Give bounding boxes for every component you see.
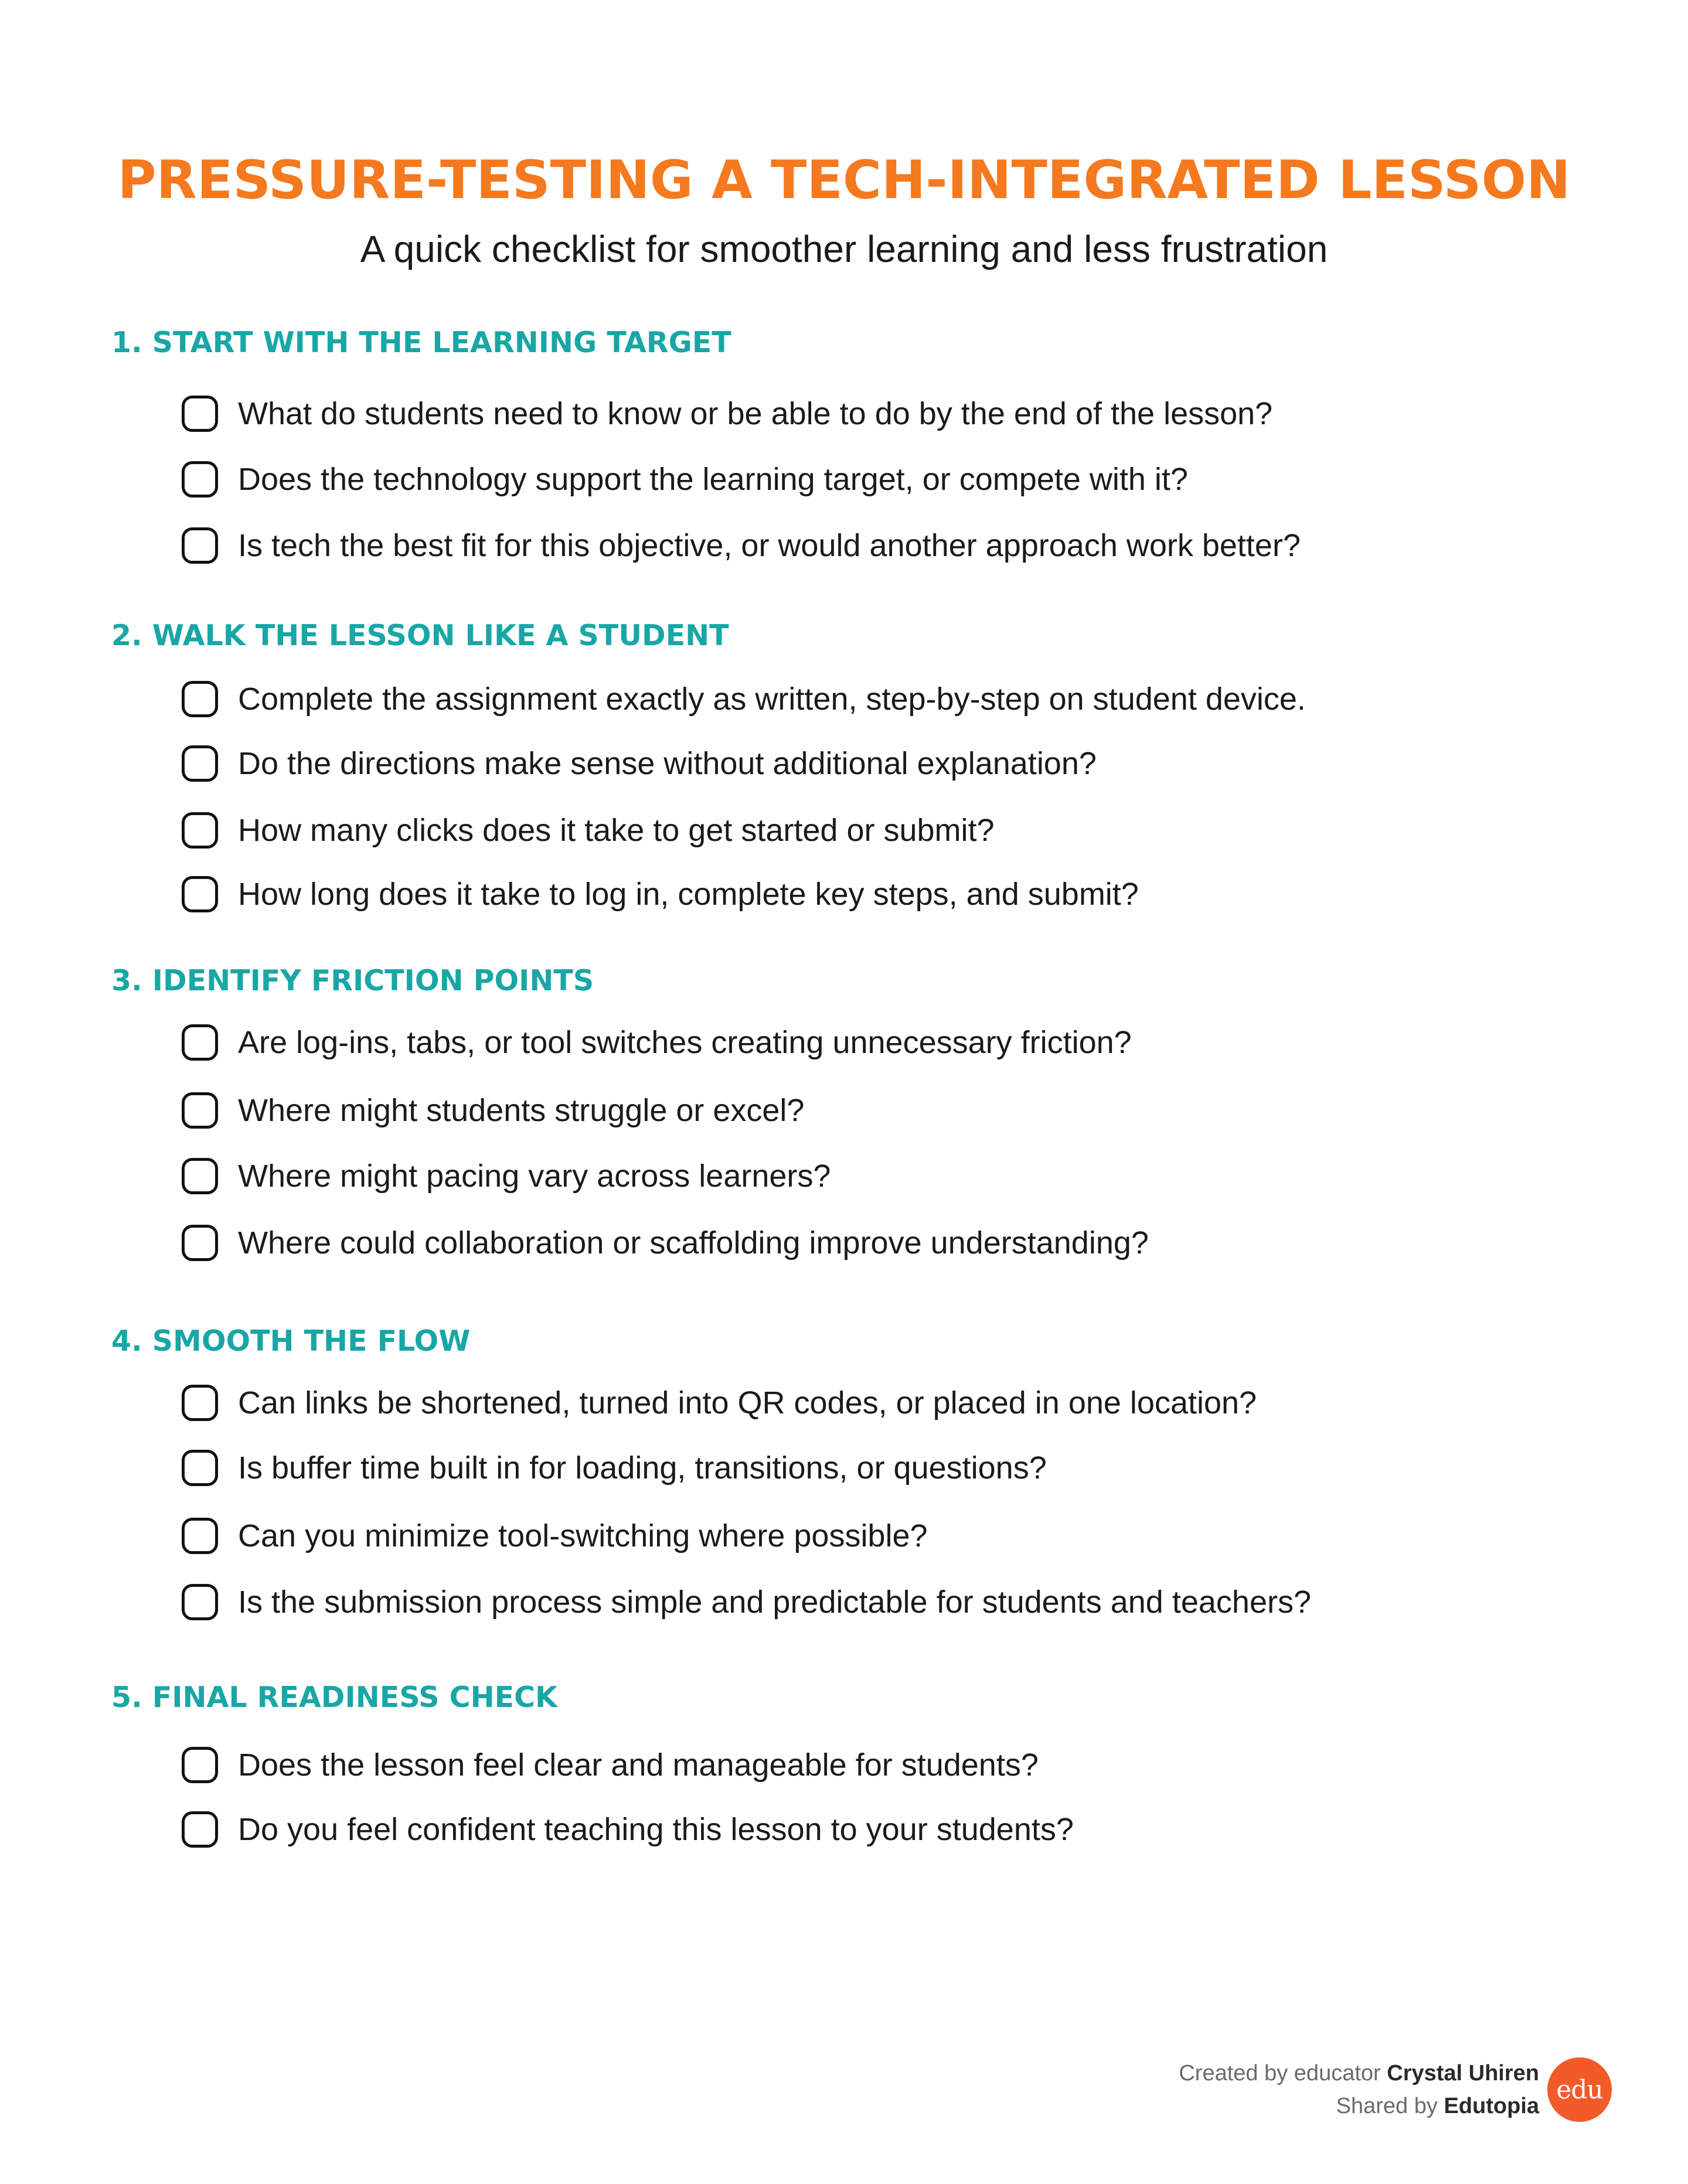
footer-credit — [1179, 2057, 1612, 2122]
logo-text: edu — [1556, 2074, 1603, 2105]
checklist-item[interactable] — [182, 741, 1097, 786]
checklist-item-text: Where could collaboration or scaffolding improve understanding? — [238, 1225, 1149, 1260]
checklist-item-text: Can links be shortened, turned into QR codes, or placed in one location? — [238, 1385, 1257, 1420]
checklist-item-text: What do students need to know or be able to do by the end of the lesson? — [238, 396, 1273, 431]
checklist-item-text: Does the lesson feel clear and manageable for students? — [238, 1747, 1039, 1783]
checklist-item-text: Does the technology support the learning target, or compete with it? — [238, 462, 1188, 497]
checkbox[interactable] — [182, 396, 218, 432]
checklist-item-text: How long does it take to log in, complete key steps, and submit? — [238, 877, 1139, 912]
checklist-item[interactable] — [182, 1088, 804, 1133]
checkbox[interactable] — [182, 527, 218, 564]
checkbox[interactable] — [182, 1811, 218, 1848]
checklist-item-text: Do the directions make sense without additional explanation? — [238, 746, 1097, 781]
checklist-item[interactable] — [182, 1580, 1311, 1624]
checkbox[interactable] — [182, 1518, 218, 1554]
checklist-item[interactable] — [182, 523, 1301, 568]
checklist-item-text: Is the submission process simple and predictable for students and teachers? — [238, 1585, 1311, 1620]
checklist-item[interactable] — [182, 808, 995, 853]
edutopia-logo-icon — [1547, 2057, 1612, 2122]
section-heading-smooth-the-flow: 4. SMOOTH THE FLOW — [111, 1324, 471, 1358]
checkbox[interactable] — [182, 1747, 218, 1783]
checklist-item[interactable] — [182, 457, 1188, 502]
checklist-item-text: Is buffer time built in for loading, transitions, or questions? — [238, 1450, 1047, 1485]
checklist-item-text: How many clicks does it take to get started or submit? — [238, 813, 995, 848]
page-title: PRESSURE-TESTING A TECH-INTEGRATED LESSON — [117, 149, 1571, 211]
checklist-item-text: Where might pacing vary across learners? — [238, 1159, 831, 1194]
publisher-name: Edutopia — [1444, 2094, 1539, 2118]
checkbox[interactable] — [182, 1584, 218, 1620]
checkbox[interactable] — [182, 1450, 218, 1486]
checkbox[interactable] — [182, 1158, 218, 1194]
checkbox[interactable] — [182, 1092, 218, 1129]
shared-by-line — [1179, 2090, 1539, 2122]
checklist-item[interactable] — [182, 1221, 1149, 1265]
checkbox[interactable] — [182, 461, 218, 498]
checkbox[interactable] — [182, 876, 218, 912]
checklist-item-text: Are log-ins, tabs, or tool switches creating unnecessary friction? — [238, 1025, 1132, 1060]
page-subtitle: A quick checklist for smoother learning and less frustration — [360, 228, 1328, 270]
checklist-item-text: Can you minimize tool-switching where possible? — [238, 1518, 928, 1553]
checklist-item[interactable] — [182, 1154, 831, 1198]
author-name: Crystal Uhiren — [1387, 2061, 1539, 2086]
shared-prefix: Shared by — [1336, 2094, 1438, 2118]
checklist-item-text: Complete the assignment exactly as written, step-by-step on student device. — [238, 682, 1306, 717]
checkbox[interactable] — [182, 812, 218, 849]
checklist-item-text: Do you feel confident teaching this lesson to your students? — [238, 1812, 1074, 1847]
checklist-item[interactable] — [182, 391, 1272, 436]
checklist-item[interactable] — [182, 1743, 1039, 1787]
created-by-line — [1179, 2057, 1539, 2090]
checklist-item-text: Is tech the best fit for this objective, or would another approach work better? — [238, 528, 1301, 563]
checklist-item[interactable] — [182, 677, 1306, 721]
section-heading-friction-points: 3. IDENTIFY FRICTION POINTS — [111, 964, 594, 997]
checkbox[interactable] — [182, 1024, 218, 1061]
created-prefix: Created by educator — [1179, 2061, 1381, 2086]
checkbox[interactable] — [182, 745, 218, 782]
checklist-item-text: Where might students struggle or excel? — [238, 1093, 805, 1128]
section-heading-walk-the-lesson: 2. WALK THE LESSON LIKE A STUDENT — [111, 619, 729, 652]
checkbox[interactable] — [182, 1225, 218, 1261]
checkbox[interactable] — [182, 1385, 218, 1421]
checkbox[interactable] — [182, 681, 218, 717]
section-heading-final-readiness: 5. FINAL READINESS CHECK — [111, 1681, 558, 1714]
checklist-item[interactable] — [182, 1381, 1257, 1425]
checklist-item[interactable] — [182, 1514, 928, 1558]
checklist-item[interactable] — [182, 1020, 1132, 1065]
checklist-item[interactable] — [182, 1446, 1047, 1490]
checklist-item[interactable] — [182, 872, 1139, 916]
section-heading-learning-target: 1. START WITH THE LEARNING TARGET — [111, 326, 731, 359]
checklist-item[interactable] — [182, 1807, 1074, 1852]
credit-text — [1179, 2057, 1539, 2122]
